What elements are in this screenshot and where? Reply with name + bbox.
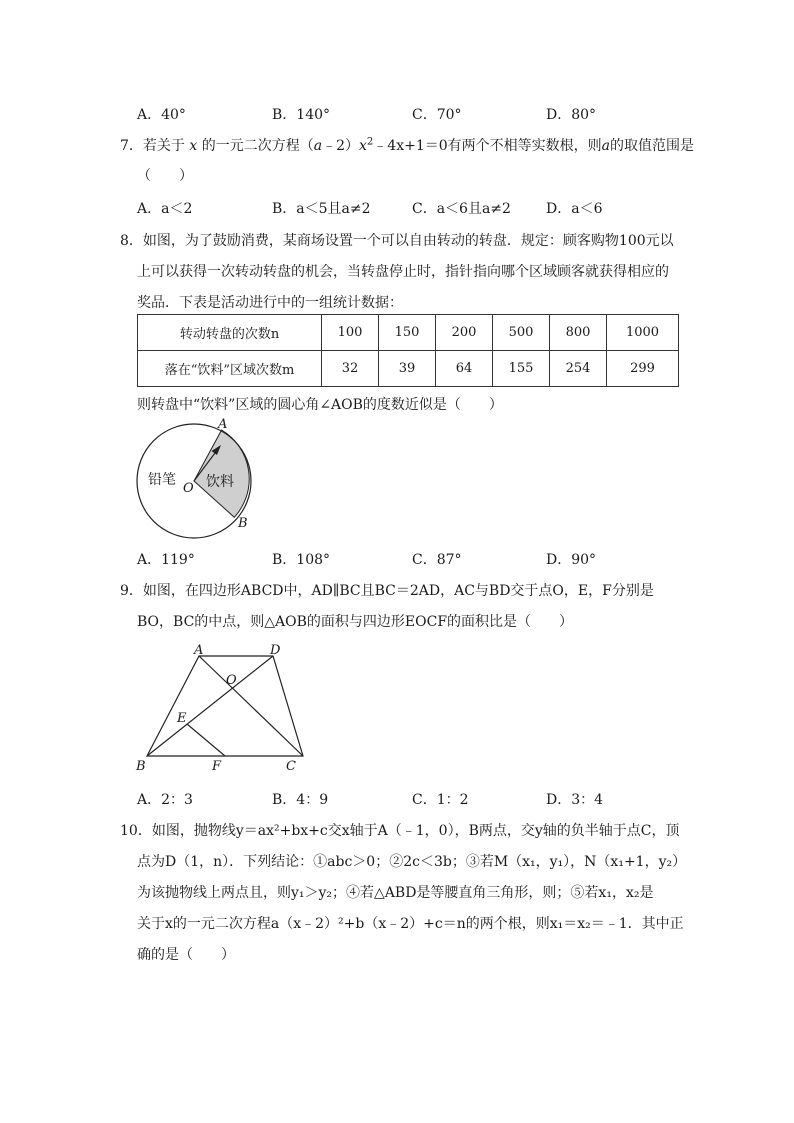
q7-option-c: C．a＜6且a≠2: [412, 201, 511, 217]
label-b: B: [238, 516, 248, 531]
segment-ef: [187, 724, 225, 756]
table-cell: 32: [322, 351, 379, 387]
q8-option-a: A．119°: [137, 552, 195, 568]
q9-option-a: A．2：3: [137, 792, 193, 808]
q7-stem-part: 的取值范围是: [610, 138, 695, 154]
label-e: E: [177, 711, 187, 726]
q8-option-d: D．90°: [546, 552, 597, 568]
label-a: A: [218, 417, 228, 432]
q8-stat-table: [137, 314, 679, 387]
q7-var: a: [601, 138, 611, 154]
q7-exponent: 2: [366, 136, 374, 148]
q7-stem-part: ﹣4x+1＝0有两个不相等实数根，则: [373, 138, 602, 154]
table-cell: 1000: [607, 315, 679, 351]
q10-text: 如图，抛物线y＝ax²+bx+c交x轴于A（﹣1，0），B两点，交y轴的负半轴于点C，顶: [151, 823, 680, 839]
label-f: F: [212, 759, 222, 774]
q7-var: a: [313, 138, 323, 154]
q6-option-a: A．40°: [137, 107, 186, 123]
drink-label: 饮料: [206, 474, 234, 490]
table-cell: 150: [379, 315, 436, 351]
q10-number: 10．: [120, 823, 152, 839]
q7-stem-part: ﹣2）: [322, 138, 360, 154]
q7-option-d: D．a＜6: [546, 201, 603, 217]
q10-line-1: [120, 820, 679, 840]
q6-option-b: B．140°: [272, 107, 331, 123]
q9-line-1: [120, 580, 654, 600]
q9-trapezoid-figure: [130, 640, 310, 774]
diagonal-bd: [147, 656, 273, 756]
pencil-label: 铅笔: [148, 472, 176, 488]
q6-option-d: D．80°: [546, 107, 597, 123]
q7-number: 7．: [120, 138, 143, 154]
label-a: A: [194, 643, 204, 658]
q9-text: 如图，在四边形ABCD中，AD∥BC且BC＝2AD，AC与BD交于点O，E，F分别是: [142, 583, 654, 599]
table-cell: 39: [379, 351, 436, 387]
q9-option-d: D．3：4: [546, 792, 604, 808]
table-header-cell: 落在“饮料”区域次数m: [138, 351, 322, 387]
q7-var: x: [189, 138, 198, 154]
q7-var: x: [359, 138, 367, 154]
q6-option-c: C．70°: [412, 107, 462, 123]
table-header-cell: 转动转盘的次数n: [138, 315, 322, 351]
q10-line-3: 为该抛物线上两点且，则y₁＞y₂；④若△ABD是等腰直角三角形，则；⑤若x₁，x₂是: [137, 885, 654, 901]
q9-line-2: BO，BC的中点，则△AOB的面积与四边形EOCF的面积比是（ ）: [137, 614, 574, 630]
q8-question: 则转盘中“饮料”区域的圆心角∠AOB的度数近似是（ ）: [137, 397, 503, 413]
q7-stem-part: 的一元二次方程（: [201, 138, 314, 154]
table-cell: 254: [550, 351, 607, 387]
q8-number: 8．: [120, 233, 143, 249]
q8-line-1: [120, 230, 674, 250]
table-row: [138, 351, 679, 387]
q10-line-2: 点为D（1，n）．下列结论：①abc＞0；②2c＜3b；③若M（x₁，y₁），N（x₁+1，y₂）: [137, 854, 687, 870]
table-cell: 500: [493, 315, 550, 351]
q9-option-c: C．1：2: [412, 792, 469, 808]
q7-option-a: A．a＜2: [137, 201, 193, 217]
table-cell: 100: [322, 315, 379, 351]
trapezoid-abcd: [147, 656, 303, 756]
q8-line-2: 上可以获得一次转动转盘的机会，当转盘停止时，指针指向哪个区域顾客就获得相应的: [137, 264, 669, 280]
q10-line-4: 关于x的一元二次方程a（x﹣2）²+b（x﹣2）+c＝n的两个根，则x₁＝x₂＝﹣1．其中正: [137, 916, 684, 932]
label-c: C: [286, 759, 296, 774]
q8-option-c: C．87°: [412, 552, 462, 568]
q7-bracket: （ ）: [137, 168, 193, 184]
q10-line-5: 确的是（ ）: [137, 947, 235, 963]
q9-option-b: B．4：9: [272, 792, 329, 808]
q9-number: 9．: [120, 583, 143, 599]
table-cell: 800: [550, 315, 607, 351]
table-row: [138, 315, 679, 351]
q8-line-3: 奖品．下表是活动进行中的一组统计数据：: [137, 295, 403, 311]
label-d: D: [270, 643, 281, 658]
q8-spinner-figure: [132, 414, 262, 544]
table-cell: 299: [607, 351, 679, 387]
table-cell: 155: [493, 351, 550, 387]
q8-option-b: B．108°: [272, 552, 331, 568]
q7-option-b: B．a＜5且a≠2: [272, 201, 371, 217]
label-b: B: [136, 759, 146, 774]
q8-text: 如图，为了鼓励消费，某商场设置一个可以自由转动的转盘．规定：顾客购物100元以: [142, 233, 674, 249]
label-o: O: [183, 481, 194, 496]
table-cell: 64: [436, 351, 493, 387]
q7-stem: [120, 135, 694, 155]
table-cell: 200: [436, 315, 493, 351]
label-o: O: [226, 673, 237, 688]
q7-stem-part: 若关于: [142, 138, 185, 154]
